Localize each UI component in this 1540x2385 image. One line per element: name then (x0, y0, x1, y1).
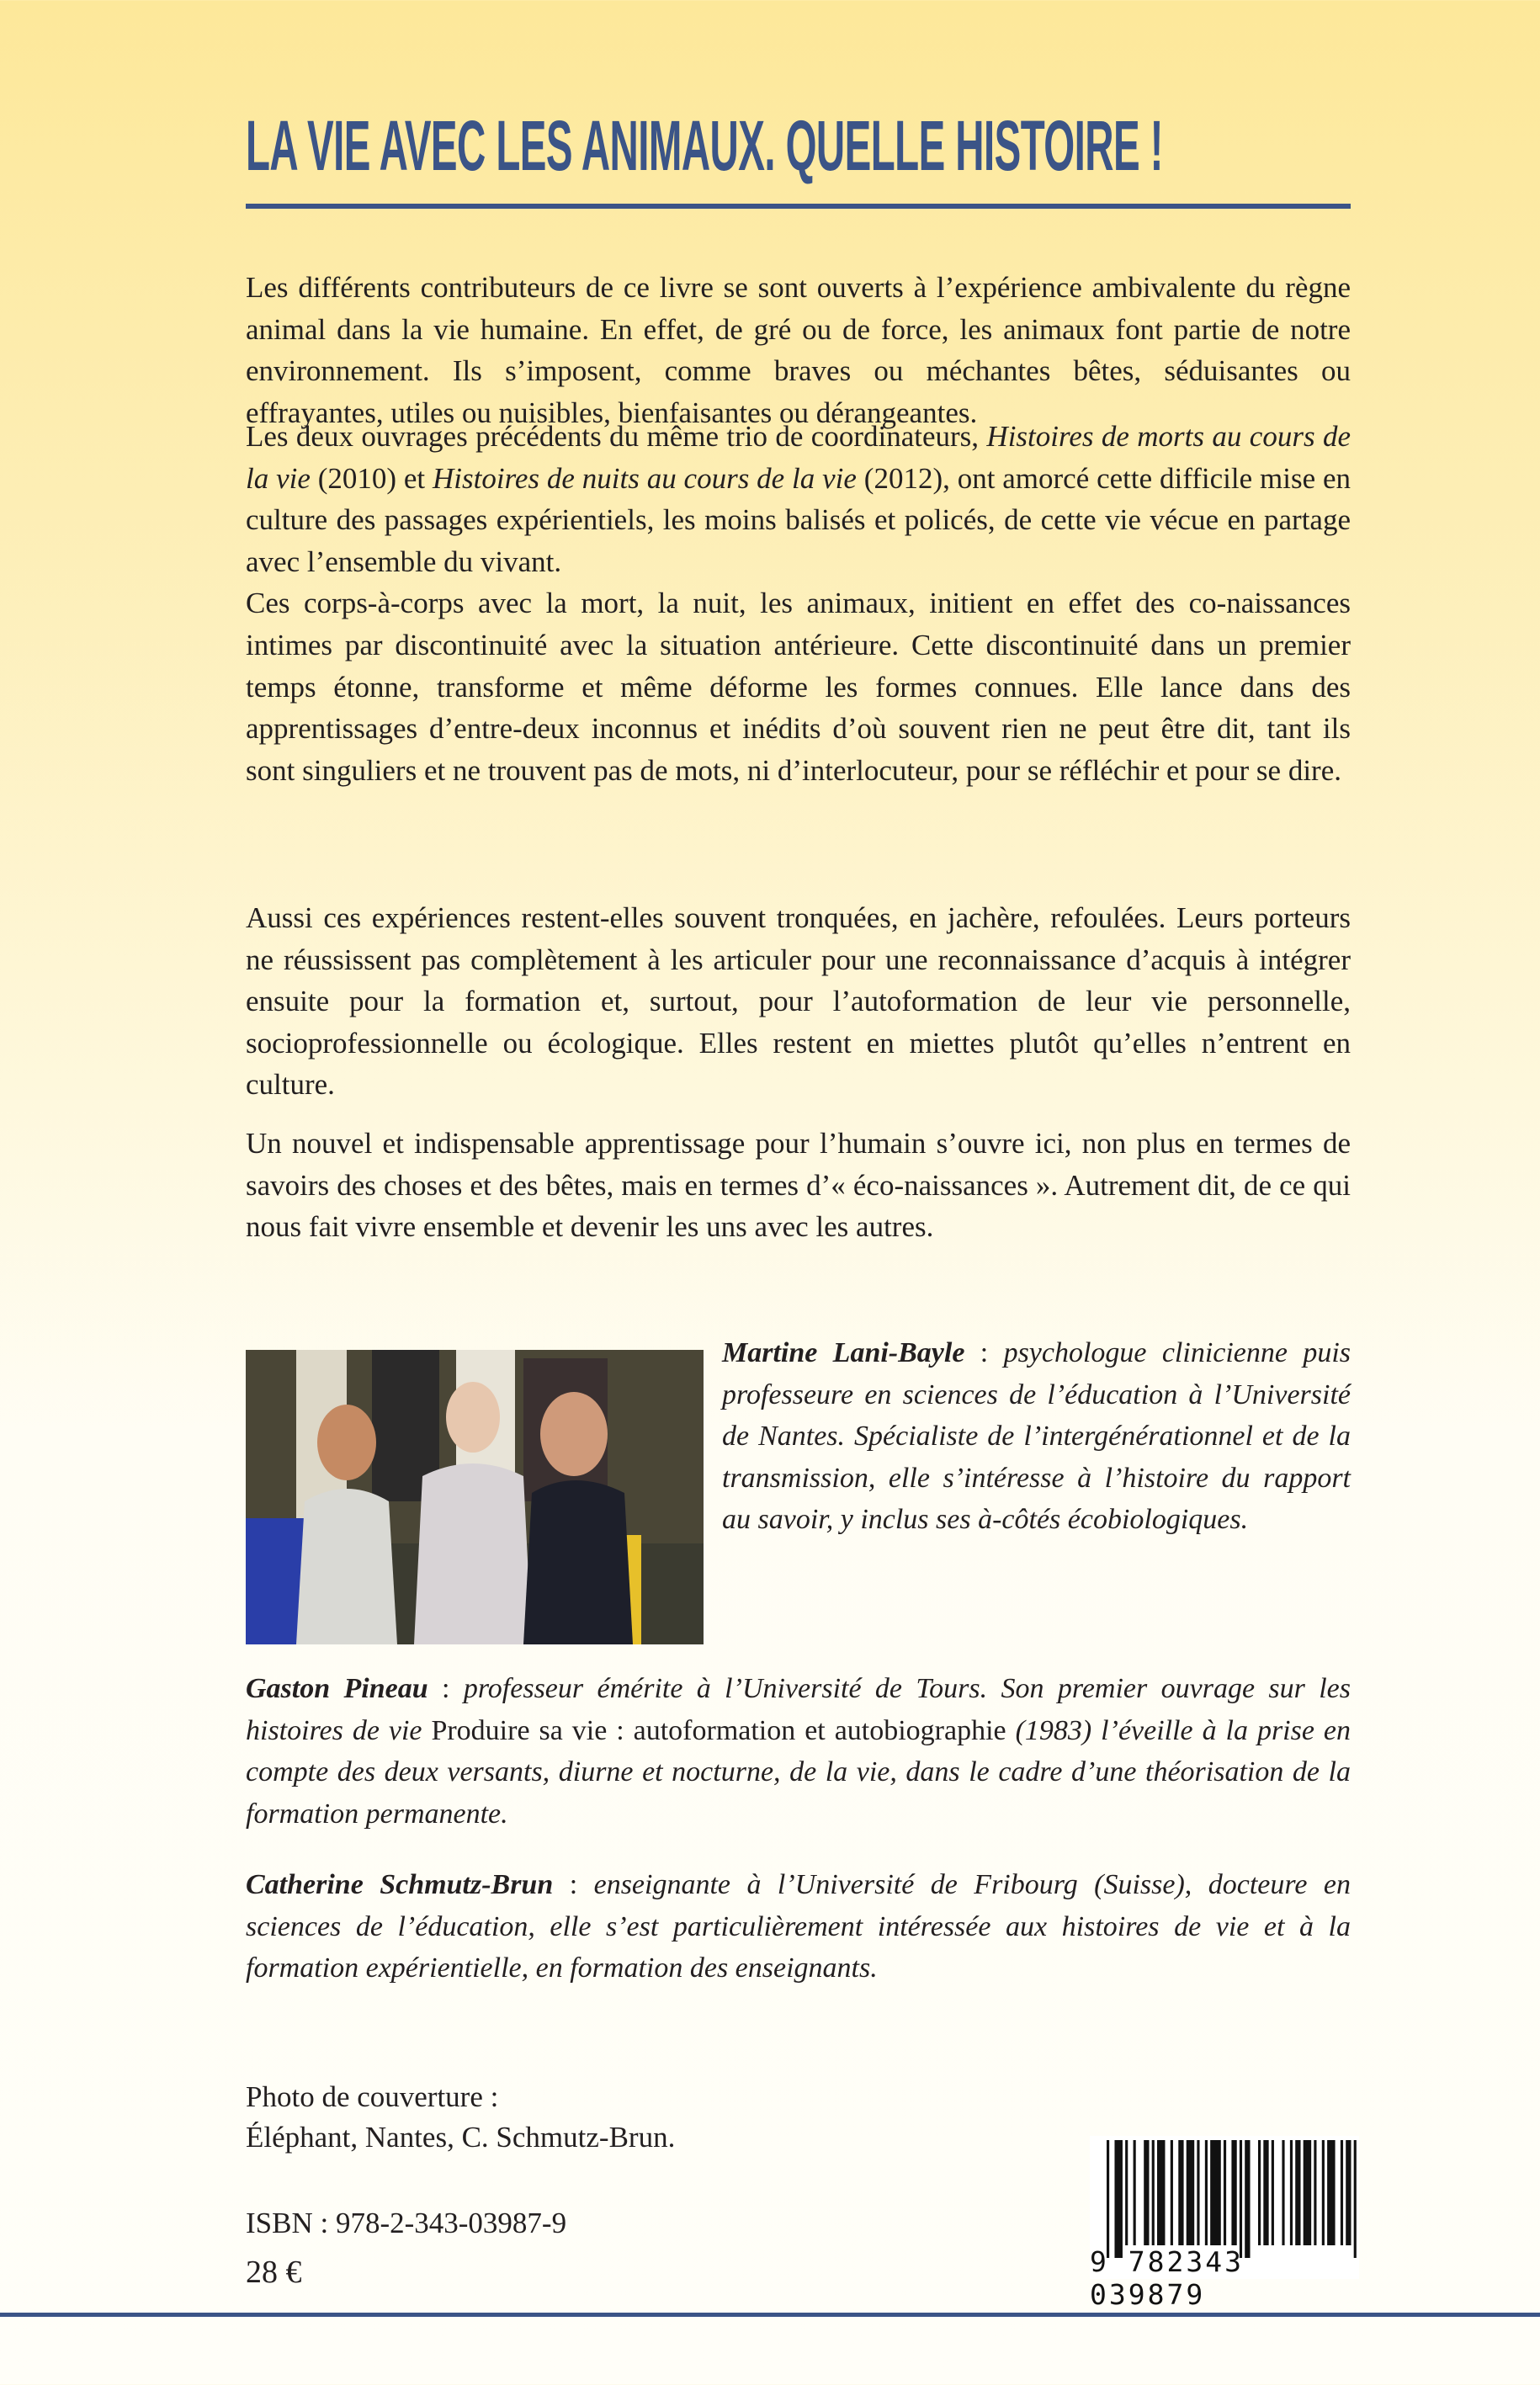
cover-credit-value: Éléphant, Nantes, C. Schmutz-Brun. (246, 2121, 676, 2154)
barcode-bar (1178, 2140, 1183, 2245)
barcode-bar (1240, 2140, 1242, 2258)
barcode-bars (1107, 2140, 1359, 2258)
bottom-divider (0, 2313, 1540, 2317)
barcode-bar (1341, 2140, 1343, 2245)
authors-photo (246, 1350, 704, 1644)
barcode-bar (1272, 2140, 1274, 2245)
author-bio-martine-lani-bayle (722, 1332, 1351, 1541)
barcode-bar (1282, 2140, 1284, 2245)
book-title-ref: Histoires de morts au cours de la vie (246, 420, 1351, 495)
author-bio-text: enseignante à l’Université de Fribourg (Suisse), docteure en sciences de l’éducation, elle s’est particulièrement intéressée aux histoires de vie et à la formation expérientielle, en formation des enseignants. (246, 1869, 1351, 1984)
barcode-bar (1205, 2140, 1208, 2245)
author-bio-text: psychologue clinicienne puis professeure en sciences de l’éducation à l’Université de Nantes. Spécialiste de l’intergénérationnel et de la transmission, elle s’intéresse à l’histoire du rapport au savoir, y inclus ses à-côtés écobiologiques. (722, 1337, 1351, 1536)
cover-credit-label: Photo de couverture : (246, 2080, 499, 2113)
title-divider (246, 204, 1351, 209)
author-bio-catherine-schmutz-brun (246, 1864, 1351, 1989)
barcode-bar (1197, 2140, 1199, 2245)
barcode-bar (1152, 2140, 1155, 2245)
book-title (246, 108, 1351, 183)
barcode-bar (1322, 2140, 1325, 2245)
paragraph-text: Ces corps-à-corps avec la mort, la nuit, les animaux, initient en effet des co-naissances intimes par discontinuité avec la situation antérieure. Cette discontinuité dans un premier temps étonne, transforme et même déforme les formes connues. Elle lance dans des apprentissages d’entre-deux inconnus et inédits d’où souvent rien ne peut être dit, tant ils sont singuliers et ne trouvent pas de mots, ni d’interlocuteur, pour se réfléchir et pour se dire. (246, 587, 1351, 787)
barcode-bar (1314, 2140, 1316, 2245)
text: (2012), ont amorcé cette difficile mise en culture des passages expérientiels, les moins balisés et policés, de cette vie vécue en partage avec l’ensemble du vivant. (246, 461, 1351, 578)
author-name: Catherine Schmutz-Brun (246, 1869, 554, 1900)
author-name: Martine Lani-Bayle (722, 1337, 965, 1368)
book-title-text: LA VIE AVEC LES ANIMAUX. QUELLE HISTOIRE ! (246, 106, 1163, 185)
blurb-paragraph-3 (246, 897, 1351, 1106)
barcode-bar (1290, 2140, 1293, 2245)
text: Les deux ouvrages précédents du même trio de coordinateurs, (246, 420, 987, 453)
barcode-bar (1346, 2140, 1351, 2245)
barcode-bar (1107, 2140, 1109, 2258)
text: (2010) et (310, 461, 433, 495)
barcode-bar (1245, 2140, 1250, 2258)
separator: : (427, 1673, 464, 1704)
barcode-bar (1304, 2140, 1311, 2245)
blurb-paragraph-1 (246, 267, 1351, 433)
separator: : (553, 1869, 594, 1900)
barcode (1090, 2136, 1359, 2311)
barcode-digits: 9 782343 039879 (1090, 2245, 1244, 2311)
author-name: Gaston Pineau (246, 1673, 428, 1704)
barcode-bar (1327, 2140, 1335, 2245)
cover-photo-credit (246, 2077, 675, 2158)
book-title-ref: Produire sa vie : autoformation et autobiographie (431, 1714, 1006, 1746)
barcode-bar (1114, 2140, 1122, 2258)
barcode-bar (1157, 2140, 1165, 2245)
blurb-paragraph-2 (246, 416, 1351, 791)
barcode-bar (1258, 2140, 1261, 2245)
barcode-bar (1354, 2140, 1357, 2258)
book-title-ref: Histoires de nuits au cours de la vie (433, 461, 857, 495)
barcode-bar (1231, 2140, 1236, 2245)
author-bio-gaston-pineau (246, 1668, 1351, 1835)
separator: : (964, 1337, 1004, 1368)
barcode-bar (1210, 2140, 1221, 2245)
price: 28 € (246, 2255, 302, 2290)
authors-photo-illustration (246, 1350, 704, 1644)
barcode-bar (1187, 2140, 1194, 2245)
paragraph-text: Les différents contributeurs de ce livre se sont ouverts à l’expérience ambivalente du règne animal dans la vie humaine. En effet, de gré ou de force, les animaux font partie de notre environnement. Ils s’imposent, comme braves ou méchantes bêtes, séduisantes ou effrayantes, utiles ou nuisibles, bienfaisantes ou dérangeantes. (246, 271, 1351, 429)
barcode-bar (1134, 2140, 1136, 2245)
barcode-bar (1263, 2140, 1268, 2245)
isbn: ISBN : 978-2-343-03987-9 (246, 2207, 567, 2239)
barcode-bar (1224, 2140, 1226, 2245)
blurb-paragraph-4 (246, 1123, 1351, 1248)
barcode-bar (1144, 2140, 1149, 2245)
barcode-bar (1125, 2140, 1128, 2245)
paragraph-text (246, 416, 1351, 582)
author-bio-text: (1983) l’éveille à la prise en compte des deux versants, diurne et nocturne, de la vie, dans le cadre d’une théorisation de la formation permanente. (246, 1714, 1351, 1830)
author-bio-text: professeur émérite à l’Université de Tours. Son premier ouvrage sur les histoires de vie (246, 1673, 1351, 1746)
barcode-bar (1171, 2140, 1173, 2245)
paragraph-text: Aussi ces expériences restent-elles souvent tronquées, en jachère, refoulées. Leurs porteurs ne réussissent pas complètement à les articuler pour une reconnaissance d’acquis à intégrer ensuite pour la formation et, surtout, pour l’autoformation de leur vie personnelle, socioprofessionnelle ou écologique. Elles restent en miettes plutôt qu’elles n’entrent en culture. (246, 901, 1351, 1102)
barcode-bar (1295, 2140, 1300, 2245)
paragraph-text: Un nouvel et indispensable apprentissage pour l’humain s’ouvre ici, non plus en termes de savoirs des choses et des bêtes, mais en termes d’« éco-naissances ». Autrement dit, de ce qui nous fait vivre ensemble et devenir les uns avec les autres. (246, 1127, 1351, 1244)
